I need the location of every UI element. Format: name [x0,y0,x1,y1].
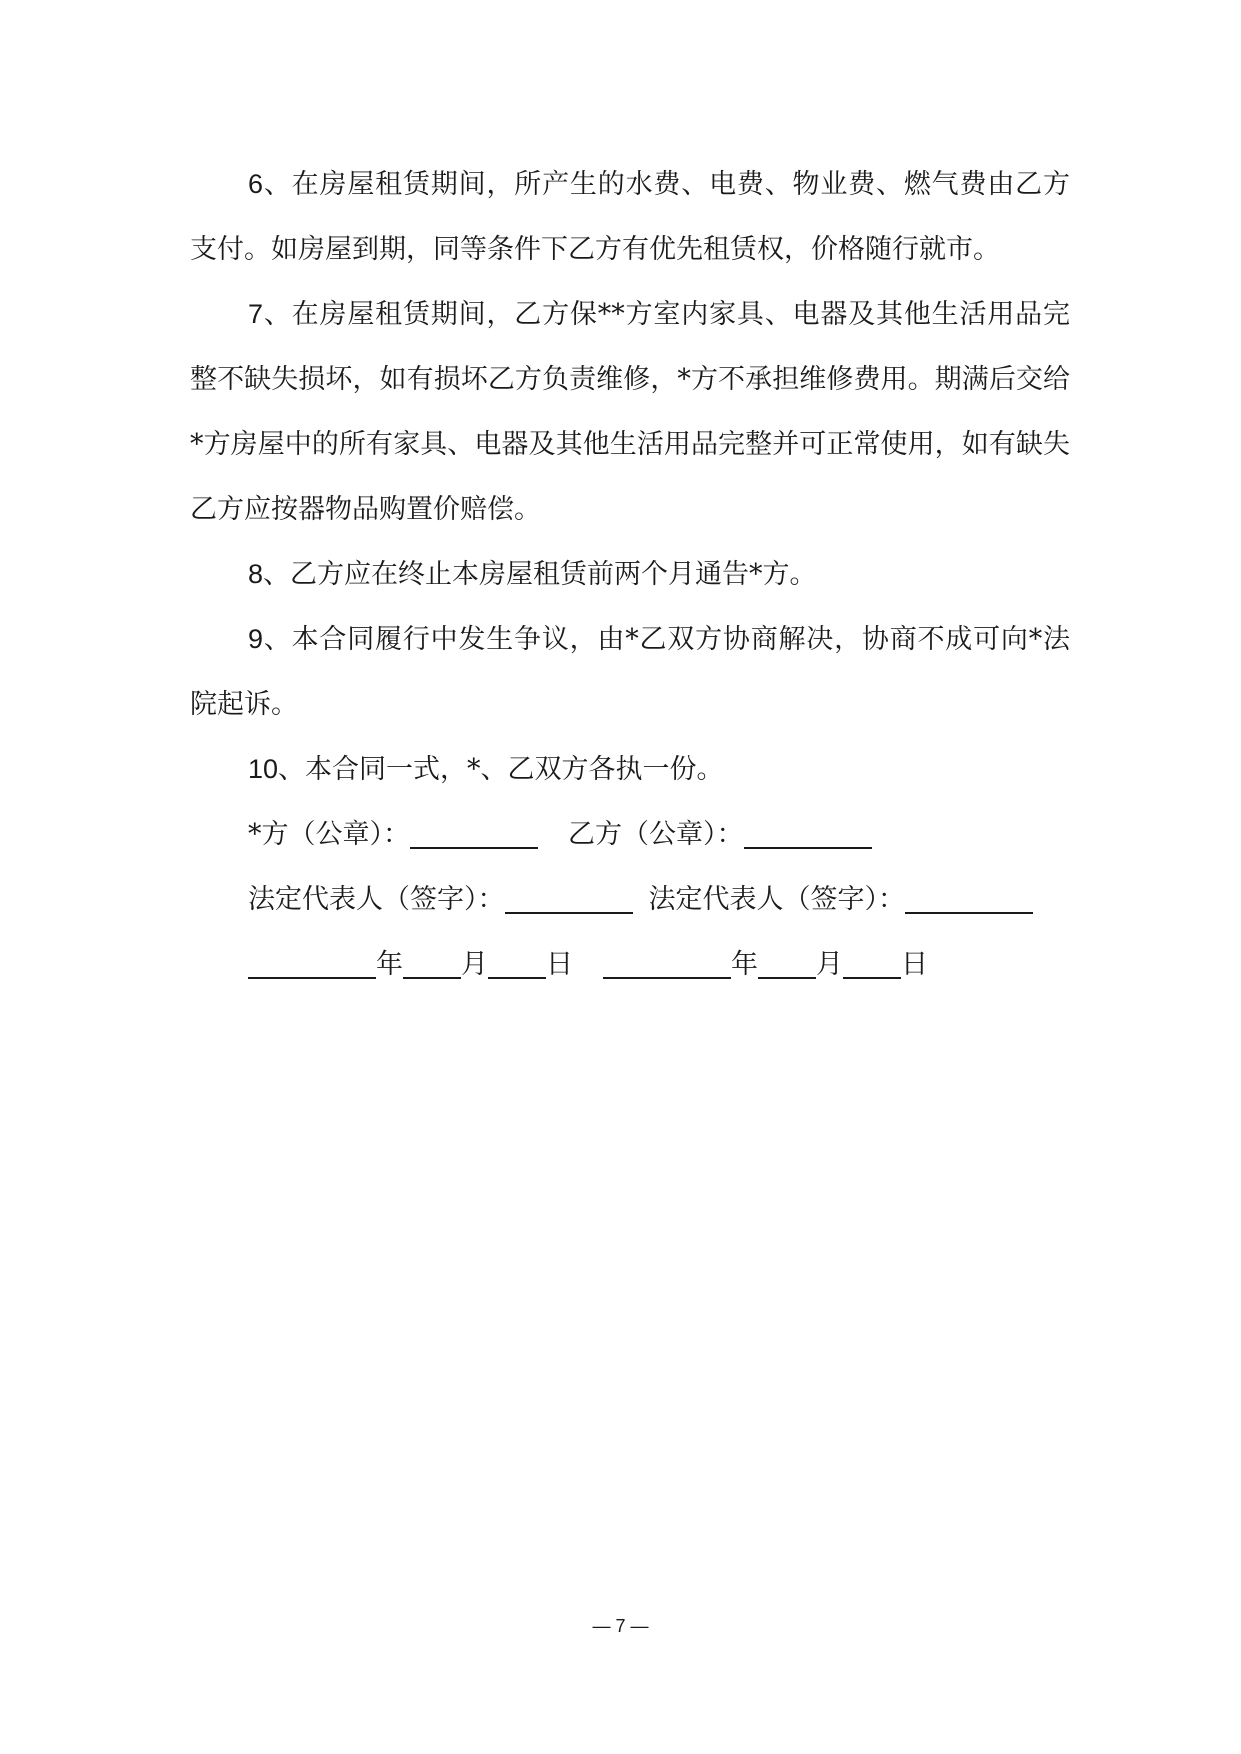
date-b-day-blank[interactable] [843,949,901,979]
day-label: 日 [546,949,573,980]
legal-rep-a-blank[interactable] [505,884,633,914]
legal-rep-a-label: 法定代表人（签字）： [248,884,505,915]
party-b-seal-blank[interactable] [744,819,872,849]
clause-9 [190,607,1070,737]
clause-text: 本合同一式，*、乙双方各执一份。 [305,754,724,785]
legal-rep-line [190,867,1070,932]
year-label: 年 [731,949,758,980]
date-b-month-blank[interactable] [758,949,816,979]
year-label: 年 [376,949,403,980]
party-a-seal-blank[interactable] [410,819,538,849]
clause-number: 6、 [248,169,292,199]
clause-text: 在房屋租赁期间，所产生的水费、电费、物业费、燃气费由乙方支付。如房屋到期，同等条件下乙方有优先租赁权，价格随行就市。 [190,169,1070,265]
clause-text: 在房屋租赁期间，乙方保**方室内家具、电器及其他生活用品完整不缺失损坏，如有损坏乙方负责维修，*方不承担维修费用。期满后交给*方房屋中的所有家具、电器及其他生活用品完整并可正常使用，如有缺失乙方应按器物品购置价赔偿。 [190,299,1070,525]
contract-body [190,152,1070,997]
month-label: 月 [816,949,843,980]
clause-number: 10、 [248,754,306,784]
party-a-seal-label: *方（公章）： [248,819,410,850]
clause-6 [190,152,1070,282]
clause-8 [190,542,1070,607]
clause-number: 7、 [248,299,292,329]
clause-number: 8、 [248,559,291,589]
page-number: — 7 — [592,1616,649,1636]
date-line [190,932,1070,997]
clause-text: 本合同履行中发生争议，由*乙双方协商解决，协商不成可向*法院起诉。 [190,624,1070,720]
clause-text: 乙方应在终止本房屋租赁前两个月通告*方。 [290,559,817,590]
legal-rep-b-blank[interactable] [905,884,1033,914]
date-a-day-blank[interactable] [488,949,546,979]
legal-rep-b-label: 法定代表人（签字）： [648,884,905,915]
clause-7 [190,282,1070,542]
party-b-seal-label: 乙方（公章）： [568,819,744,850]
date-a-month-blank[interactable] [403,949,461,979]
seal-line [190,802,1070,867]
date-b-year-blank[interactable] [603,949,731,979]
month-label: 月 [461,949,488,980]
date-a-year-blank[interactable] [248,949,376,979]
day-label: 日 [901,949,928,980]
clause-number: 9、 [248,624,292,654]
clause-10 [190,737,1070,802]
